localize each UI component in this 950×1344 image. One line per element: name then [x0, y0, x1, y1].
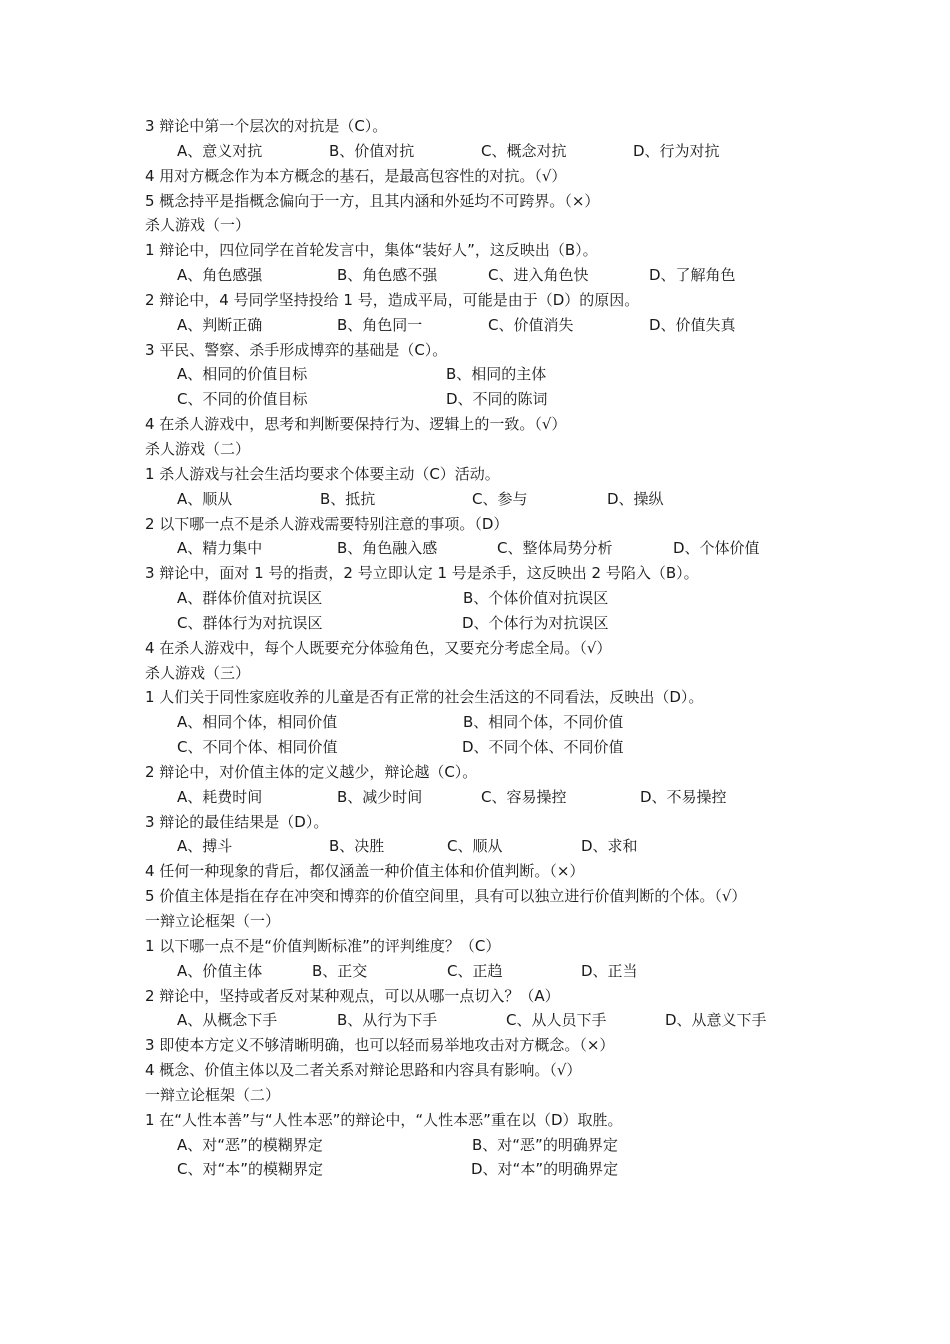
option-item: B、正交: [312, 961, 368, 980]
text-line: 2 辩论中，坚持或者反对某种观点，可以从哪一点切入？（A）: [145, 986, 560, 1005]
option-item: B、减少时间: [337, 787, 423, 806]
option-item: A、意义对抗: [177, 141, 263, 160]
options-row: [145, 362, 825, 387]
option-item: B、价值对抗: [329, 141, 415, 160]
option-item: D、行为对抗: [633, 141, 720, 160]
text-line: 2 辩论中，4 号同学坚持投给 1 号，造成平局，可能是由于（D）的原因。: [145, 290, 640, 309]
options-row: [145, 487, 825, 512]
document-body: [145, 114, 825, 1182]
option-item: A、从概念下手: [177, 1011, 278, 1030]
options-row: [145, 586, 825, 611]
option-item: C、不同个体、相同价值: [177, 738, 338, 757]
text-line: 一辩立论框架（一）: [145, 912, 281, 930]
text-line: 3 平民、警察、杀手形成博弈的基础是（C）。: [145, 340, 448, 359]
option-item: B、个体价值对抗误区: [463, 589, 609, 608]
text-line: 5 价值主体是指在存在冲突和博弈的价值空间里，具有可以独立进行价值判断的个体。（√）: [145, 887, 747, 906]
options-row: [145, 313, 825, 338]
option-item: D、不同个体、不同价值: [462, 738, 624, 757]
text-line: 1 在“人性本善”与“人性本恶”的辩论中，“人性本恶”重在以（D）取胜。: [145, 1110, 623, 1129]
option-item: A、判断正确: [177, 315, 263, 334]
option-item: D、从意义下手: [665, 1011, 767, 1030]
text-line: 1 以下哪一点不是“价值判断标准”的评判维度？（C）: [145, 936, 501, 955]
option-item: C、正趋: [447, 961, 503, 980]
option-item: A、精力集中: [177, 539, 263, 558]
option-item: A、相同个体，相同价值: [177, 713, 338, 732]
option-item: A、群体价值对抗误区: [177, 589, 323, 608]
text-line: 3 辩论中第一个层次的对抗是（C）。: [145, 117, 388, 135]
options-row: [145, 139, 825, 164]
option-item: D、了解角色: [649, 266, 736, 285]
text-line: 一辩立论框架（二）: [145, 1085, 281, 1104]
option-item: A、价值主体: [177, 961, 263, 980]
text-line: 3 辩论的最佳结果是（D）。: [145, 812, 329, 831]
option-item: C、对“本”的模糊界定: [177, 1160, 324, 1179]
option-item: D、操纵: [607, 489, 664, 508]
options-row: [145, 735, 825, 760]
option-item: B、相同个体，不同价值: [463, 713, 624, 732]
text-line: 3 辩论中，面对 1 号的指责，2 号立即认定 1 号是杀手，这反映出 2 号陷入（B）。: [145, 564, 699, 583]
options-row: [145, 959, 825, 984]
text-line: 3 即使本方定义不够清晰明确，也可以轻而易举地攻击对方概念。（×）: [145, 1036, 615, 1055]
text-line: 1 辩论中，四位同学在首轮发言中，集体“装好人”，这反映出（B）。: [145, 241, 598, 260]
text-line: 杀人游戏（三）: [145, 663, 251, 682]
option-item: A、顺从: [177, 489, 233, 508]
option-item: A、搏斗: [177, 837, 233, 856]
option-item: B、从行为下手: [337, 1011, 438, 1030]
option-item: C、进入角色快: [488, 266, 589, 285]
options-row: [145, 536, 825, 561]
options-row: [145, 387, 825, 412]
option-item: D、个体价值: [673, 539, 760, 558]
option-item: D、价值失真: [649, 315, 736, 334]
text-line: 4 在杀人游戏中，每个人既要充分体验角色，又要充分考虑全局。（√）: [145, 638, 612, 657]
option-item: D、求和: [581, 837, 638, 856]
option-item: A、耗费时间: [177, 787, 263, 806]
option-item: C、从人员下手: [506, 1011, 607, 1030]
option-item: B、决胜: [329, 837, 385, 856]
text-line: 杀人游戏（一）: [145, 216, 251, 235]
option-item: A、角色感强: [177, 266, 263, 285]
option-item: C、整体局势分析: [497, 539, 613, 558]
text-line: 5 概念持平是指概念偏向于一方，且其内涵和外延均不可跨界。（×）: [145, 191, 600, 210]
options-row: [145, 834, 825, 859]
text-line: 4 概念、价值主体以及二者关系对辩论思路和内容具有影响。（√）: [145, 1061, 582, 1080]
text-line: 2 辩论中，对价值主体的定义越少，辩论越（C）。: [145, 762, 478, 781]
options-row: [145, 1157, 825, 1182]
option-item: D、对“本”的明确界定: [471, 1160, 619, 1179]
options-row: [145, 710, 825, 735]
options-row: [145, 1008, 825, 1033]
text-line: 1 杀人游戏与社会生活均要求个体要主动（C）活动。: [145, 464, 500, 483]
option-item: C、概念对抗: [481, 141, 567, 160]
option-item: C、容易操控: [481, 787, 567, 806]
text-line: 4 任何一种现象的背后，都仅涵盖一种价值主体和价值判断。（×）: [145, 862, 585, 881]
option-item: D、不易操控: [640, 787, 727, 806]
option-item: B、角色融入感: [337, 539, 438, 558]
options-row: [145, 1133, 825, 1158]
option-item: C、群体行为对抗误区: [177, 613, 323, 632]
option-item: B、角色感不强: [337, 266, 438, 285]
options-row: [145, 611, 825, 636]
option-item: B、角色同一: [337, 315, 423, 334]
option-item: B、相同的主体: [446, 365, 547, 384]
text-line: 1 人们关于同性家庭收养的儿童是否有正常的社会生活这的不同看法，反映出（D）。: [145, 688, 704, 707]
option-item: C、不同的价值目标: [177, 390, 308, 409]
option-item: C、顺从: [447, 837, 503, 856]
text-line: 杀人游戏（二）: [145, 439, 251, 458]
text-line: 4 用对方概念作为本方概念的基石，是最高包容性的对抗。（√）: [145, 166, 567, 185]
option-item: C、参与: [472, 489, 528, 508]
option-item: B、抵抗: [320, 489, 376, 508]
option-item: D、不同的陈词: [446, 390, 548, 409]
option-item: B、对“恶”的明确界定: [472, 1135, 618, 1154]
option-item: D、个体行为对抗误区: [462, 613, 609, 632]
option-item: A、相同的价值目标: [177, 365, 308, 384]
option-item: C、价值消失: [488, 315, 574, 334]
text-line: 2 以下哪一点不是杀人游戏需要特别注意的事项。（D）: [145, 514, 509, 533]
option-item: A、对“恶”的模糊界定: [177, 1135, 323, 1154]
options-row: [145, 263, 825, 288]
text-line: 4 在杀人游戏中，思考和判断要保持行为、逻辑上的一致。（√）: [145, 415, 567, 434]
option-item: D、正当: [581, 961, 638, 980]
options-row: [145, 785, 825, 810]
